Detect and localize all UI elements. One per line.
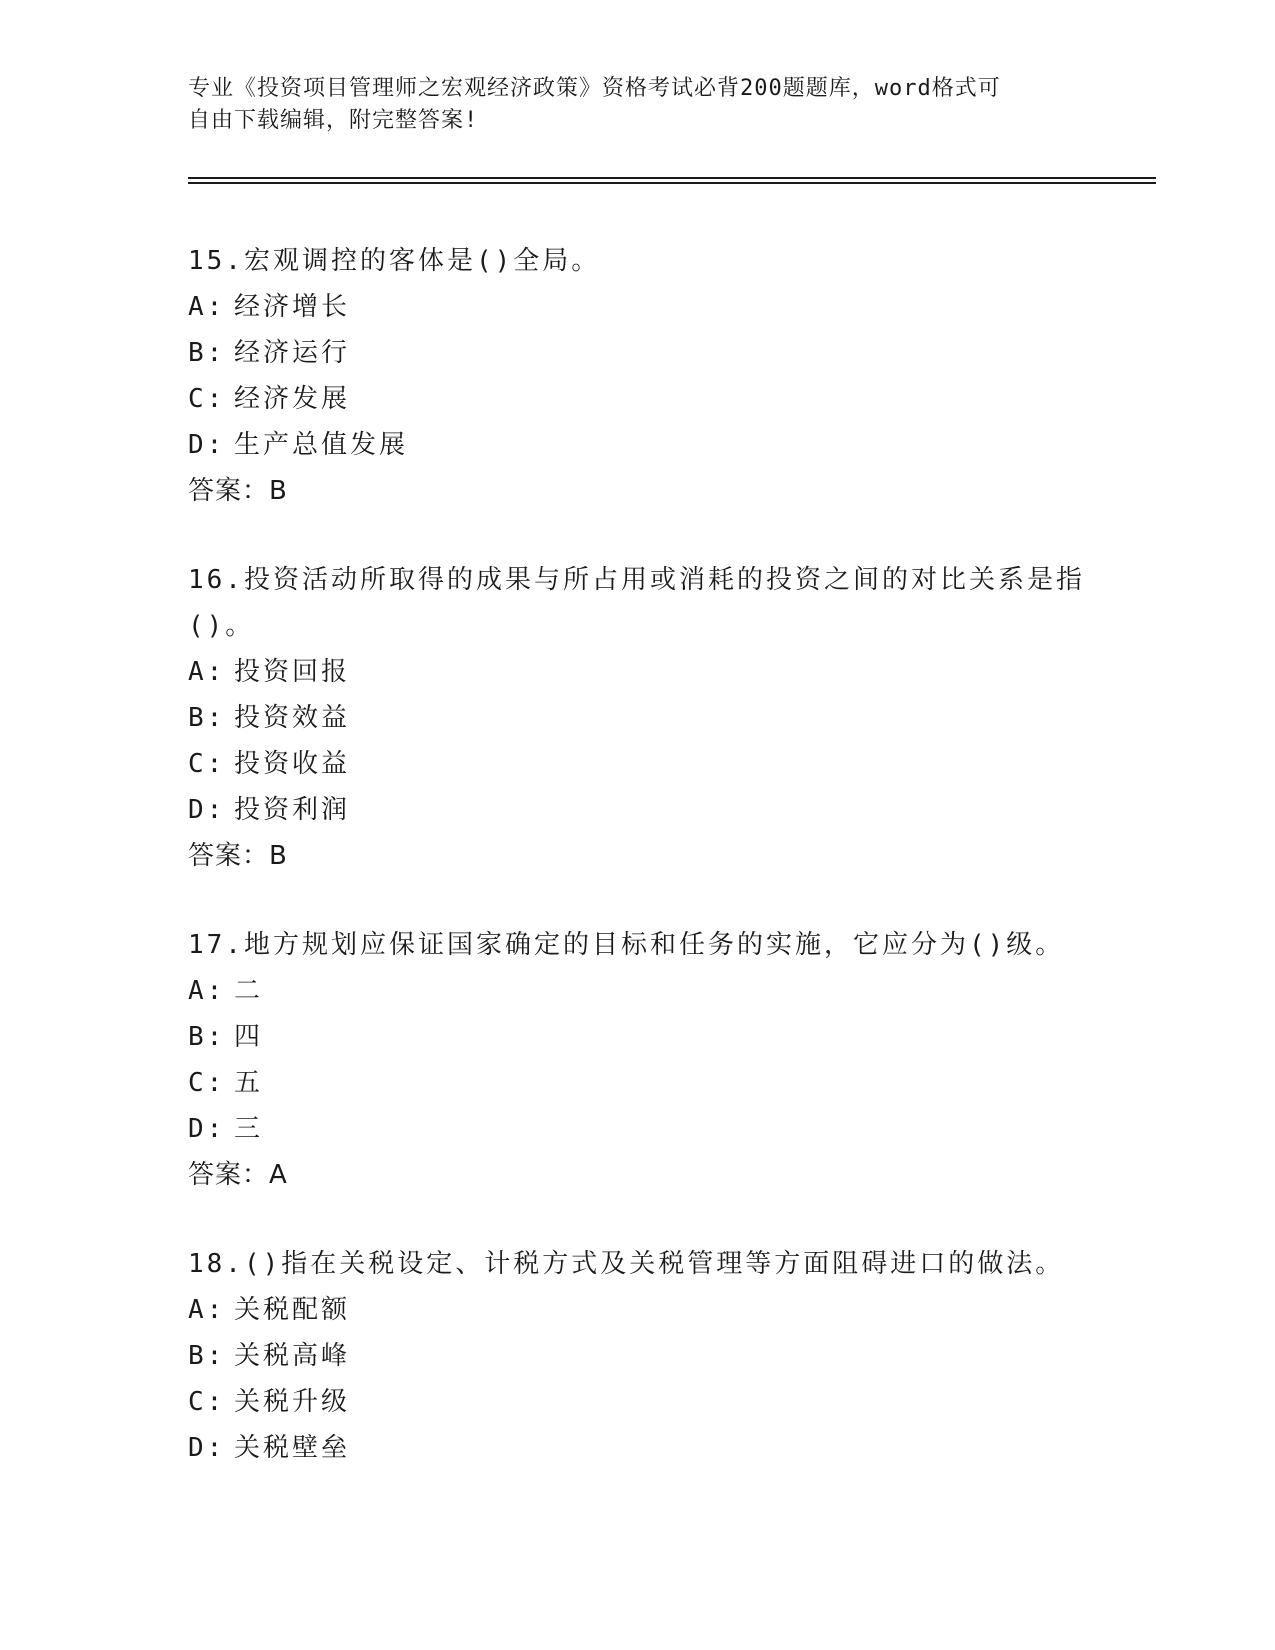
option-b: [188, 330, 1088, 376]
question-stem: 15.宏观调控的客体是()全局。: [188, 246, 601, 276]
option-d: [188, 422, 1088, 468]
option-d: [188, 1106, 1088, 1152]
option-c: [188, 741, 1088, 787]
option-text: 三: [234, 1114, 264, 1144]
document-header: [188, 73, 1068, 137]
option-letter: A:: [188, 657, 226, 687]
option-text: 五: [234, 1068, 264, 1098]
header-rule-top: [188, 177, 1156, 179]
option-text: 生产总值发展: [234, 430, 409, 460]
option-letter: C:: [188, 1068, 226, 1098]
header-line-1: 专业《投资项目管理师之宏观经济政策》资格考试必背200题题库，word格式可: [188, 76, 1001, 101]
option-text: 经济增长: [234, 292, 351, 322]
option-c: [188, 376, 1088, 422]
option-b: [188, 1014, 1088, 1060]
option-text: 经济运行: [234, 338, 351, 368]
option-text: 四: [234, 1022, 264, 1052]
option-c: [188, 1379, 1088, 1425]
option-letter: D:: [188, 430, 226, 460]
option-text: 关税壁垒: [234, 1433, 351, 1463]
answer-line: 答案：A: [188, 1160, 288, 1190]
option-text: 关税升级: [234, 1387, 351, 1417]
option-a: [188, 649, 1088, 695]
option-letter: C:: [188, 384, 226, 414]
option-text: 投资回报: [234, 657, 351, 687]
option-text: 投资收益: [234, 749, 351, 779]
option-letter: C:: [188, 1387, 226, 1417]
option-letter: A:: [188, 1295, 226, 1325]
option-letter: B:: [188, 338, 226, 368]
option-a: [188, 284, 1088, 330]
option-a: [188, 968, 1088, 1014]
question-stem: 17.地方规划应保证国家确定的目标和任务的实施，它应分为()级。: [188, 930, 1065, 960]
option-a: [188, 1287, 1088, 1333]
header-rule-bottom: [188, 182, 1156, 184]
option-letter: A:: [188, 976, 226, 1006]
option-d: [188, 787, 1088, 833]
option-letter: A:: [188, 292, 226, 322]
question-16: [188, 557, 1088, 879]
option-b: [188, 1333, 1088, 1379]
question-stem: 18.()指在关税设定、计税方式及关税管理等方面阻碍进口的做法。: [188, 1249, 1065, 1279]
option-c: [188, 1060, 1088, 1106]
option-text: 关税配额: [234, 1295, 351, 1325]
option-letter: D:: [188, 1114, 226, 1144]
option-text: 关税高峰: [234, 1341, 351, 1371]
question-15: [188, 238, 1088, 514]
option-d: [188, 1425, 1088, 1471]
option-letter: C:: [188, 749, 226, 779]
answer-line: 答案：B: [188, 841, 288, 871]
answer-line: 答案：B: [188, 476, 288, 506]
option-text: 经济发展: [234, 384, 351, 414]
option-text: 投资效益: [234, 703, 351, 733]
header-line-2: 自由下载编辑，附完整答案!: [188, 108, 479, 133]
question-list: [188, 238, 1088, 1471]
question-17: [188, 922, 1088, 1198]
option-text: 投资利润: [234, 795, 351, 825]
option-b: [188, 695, 1088, 741]
option-letter: B:: [188, 1341, 226, 1371]
option-letter: B:: [188, 703, 226, 733]
question-stem: 16.投资活动所取得的成果与所占用或消耗的投资之间的对比关系是指()。: [188, 565, 1085, 641]
option-letter: D:: [188, 1433, 226, 1463]
question-18: [188, 1241, 1088, 1471]
option-text: 二: [234, 976, 264, 1006]
option-letter: B:: [188, 1022, 226, 1052]
option-letter: D:: [188, 795, 226, 825]
